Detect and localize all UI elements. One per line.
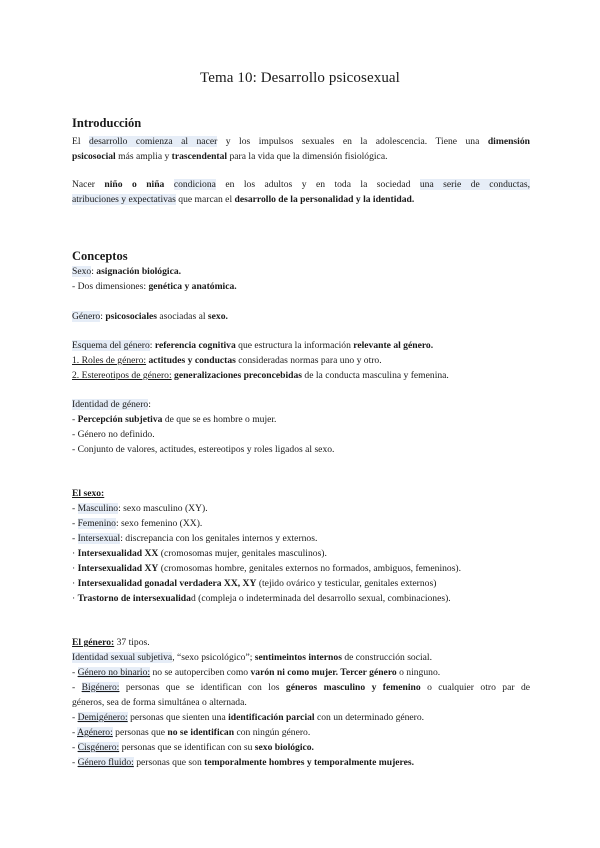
- bold-underlined-heading: El género:: [72, 637, 115, 648]
- text-run: -: [72, 712, 78, 723]
- text-run: d (compleja o indeterminada del desarrollo sexual, combinaciones).: [190, 593, 451, 604]
- text-run: con un determinado género.: [314, 712, 425, 723]
- text-run: (tejido ovárico y testicular, genitales externos): [256, 578, 437, 589]
- sexo-dimensions: [72, 279, 237, 294]
- highlighted-text: condiciona: [173, 179, 216, 190]
- underlined-term: Cisgénero:: [77, 742, 120, 753]
- bold-underlined-heading: El sexo:: [72, 488, 105, 499]
- underlined-text: 2. Estereotipos de género:: [72, 370, 172, 381]
- bold-text: sexo biológico.: [254, 742, 314, 753]
- bold-text: referencia cognitiva: [154, 340, 236, 351]
- text-run: 37 tipos.: [114, 637, 150, 648]
- text-run: no se autoperciben como: [150, 667, 251, 678]
- bold-text: trascendental: [171, 151, 228, 162]
- text-run: -: [72, 757, 78, 768]
- text-run: personas que se identifican con su: [119, 742, 255, 753]
- highlighted-text: Identidad de género: [72, 399, 149, 410]
- bold-text: Trastorno de intersexualida: [77, 593, 191, 604]
- text-run: -: [72, 503, 78, 514]
- identidad-item-3: - Conjunto de valores, actitudes, estereotipos y roles ligados al sexo.: [72, 444, 335, 455]
- highlighted-text: Masculino: [77, 503, 119, 514]
- roles-de-genero: [72, 353, 382, 368]
- highlighted-text: Género: [72, 311, 101, 322]
- text-run: de la conducta masculina y femenina.: [302, 370, 449, 381]
- text-run: ·: [72, 563, 78, 574]
- text-run: para la vida que la dimensión fisiológica.: [227, 151, 388, 162]
- intro-paragraph-2-line-2: [72, 192, 414, 207]
- text-run: más amplia y: [115, 151, 172, 162]
- text-run: : sexo femenino (XX).: [115, 518, 203, 529]
- text-run: que estructura la información: [235, 340, 354, 351]
- bold-text: no se identifican: [167, 727, 235, 738]
- text-run: personas que son: [133, 757, 205, 768]
- text-run: de que se es hombre o mujer.: [162, 414, 277, 425]
- highlighted-text: Sexo: [72, 266, 92, 277]
- demigenero: [72, 710, 424, 725]
- underlined-term: Bigénero:: [81, 682, 120, 693]
- text-run: personas que sienten una: [127, 712, 229, 723]
- intersexualidad-gonadal: [72, 576, 436, 591]
- intro-heading: Introducción: [72, 116, 142, 130]
- bigenero-line-2: géneros, sea de forma simultánea o alternada.: [72, 697, 247, 708]
- text-run: (cromosomas hombre, genitales externos no formados, ambiguos, femeninos).: [158, 563, 462, 574]
- text-run: en los adultos y en toda la sociedad: [215, 179, 420, 190]
- bold-text: dimensión: [487, 136, 530, 147]
- el-sexo-heading: [72, 486, 104, 501]
- bold-text: temporalmente hombres y temporalmente mujeres.: [204, 757, 415, 768]
- highlighted-text: Esquema del género: [72, 340, 150, 351]
- bold-text: sexo.: [207, 311, 228, 322]
- text-run: y los impulsos sexuales en la adolescencia. Tiene una: [217, 136, 488, 147]
- text-run: personas que se identifican con los: [119, 682, 286, 693]
- intro-paragraph-2-line-1: [72, 177, 530, 192]
- text-run: :: [148, 399, 151, 410]
- text-run: El: [72, 136, 90, 147]
- genero-fluido: [72, 755, 414, 770]
- bold-text: psicosociales: [105, 311, 158, 322]
- intersexualidad-xx: [72, 546, 327, 561]
- highlighted-text: Identidad sexual subjetiva: [72, 652, 173, 663]
- highlighted-text: desarrollo comienza al nacer: [89, 136, 218, 147]
- el-sexo-masculino: [72, 501, 208, 516]
- highlighted-text: Intersexual: [77, 533, 121, 544]
- bold-text: relevante al género.: [353, 340, 434, 351]
- text-run: consideradas normas para uno y otro.: [235, 355, 382, 366]
- bold-text: Intersexualidad XY: [77, 563, 159, 574]
- text-run: o ninguno.: [396, 667, 441, 678]
- text-run: ·: [72, 593, 78, 604]
- text-run: -: [72, 727, 78, 738]
- text-run: -: [72, 682, 82, 693]
- el-genero-heading: [72, 635, 150, 650]
- identidad-sexual-subjetiva: [72, 650, 432, 665]
- agenero: [72, 725, 310, 740]
- text-run: (cromosomas mujer, genitales masculinos).: [158, 548, 327, 559]
- text-run: -: [72, 518, 78, 529]
- trastorno-intersexualidad: [72, 591, 451, 606]
- text-run: que marcan el: [175, 194, 235, 205]
- identidad-heading: [72, 397, 151, 412]
- underlined-term: Agénero:: [77, 727, 113, 738]
- bold-text: actitudes y conductas: [146, 355, 236, 366]
- text-run: -: [72, 533, 78, 544]
- text-run: de construcción social.: [341, 652, 432, 663]
- identidad-item-1: [72, 412, 276, 427]
- bigenero-line-1: [72, 680, 530, 695]
- bold-text: sentimeintos internos: [254, 652, 342, 663]
- underlined-term: Género fluido:: [77, 757, 134, 768]
- text-run: asociadas al: [157, 311, 208, 322]
- el-sexo-femenino: [72, 516, 202, 531]
- text-run: :: [100, 311, 106, 322]
- highlighted-text: atribuciones y expectativas: [72, 194, 176, 205]
- el-sexo-intersexual: [72, 531, 317, 546]
- document-title: Tema 10: Desarrollo psicosexual: [200, 70, 400, 86]
- bold-text: Intersexualidad XX: [77, 548, 159, 559]
- bold-text: genética y anatómica.: [148, 281, 237, 292]
- genero-definition: [72, 309, 228, 324]
- bold-text: Percepción subjetiva: [77, 414, 163, 425]
- underlined-term: Género no binario:: [77, 667, 151, 678]
- text-run: Nacer: [72, 179, 105, 190]
- text-run: ·: [72, 578, 78, 589]
- bold-text: varón ni como mujer. Tercer género: [250, 667, 397, 678]
- conceptos-heading: Conceptos: [72, 249, 128, 263]
- highlighted-text: una serie de conductas,: [419, 179, 530, 190]
- underlined-term: Demigénero:: [77, 712, 128, 723]
- sexo-definition: [72, 264, 181, 279]
- bold-text: desarrollo de la personalidad y la identidad.: [234, 194, 415, 205]
- bold-text: psicosocial: [72, 151, 116, 162]
- text-run: ·: [72, 548, 78, 559]
- cisgenero: [72, 740, 314, 755]
- intro-paragraph-1-line-2: [72, 149, 387, 164]
- text-run: -: [72, 742, 78, 753]
- text-run: :: [149, 340, 155, 351]
- text-run: : sexo masculino (XY).: [118, 503, 208, 514]
- esquema-definition: [72, 338, 433, 353]
- text-run: - Dos dimensiones:: [72, 281, 149, 292]
- text-run: -: [72, 414, 78, 425]
- estereotipos-de-genero: [72, 368, 449, 383]
- text-run: , “sexo psicológico”;: [172, 652, 255, 663]
- identidad-item-2: - Género no definido.: [72, 429, 155, 440]
- text-run: personas que: [112, 727, 168, 738]
- bold-text: géneros masculino y femenino: [285, 682, 421, 693]
- text-run: : discrepancia con los genitales internos y externos.: [120, 533, 318, 544]
- text-run: o cualquier otro par de: [420, 682, 531, 693]
- genero-no-binario: [72, 665, 440, 680]
- intersexualidad-xy: [72, 561, 461, 576]
- intro-paragraph-1-line-1: [72, 134, 530, 149]
- bold-text: niño o niña: [104, 179, 165, 190]
- text-run: :: [91, 266, 97, 277]
- bold-text: identificación parcial: [228, 712, 315, 723]
- highlighted-text: Femenino: [77, 518, 116, 529]
- bold-text: generalizaciones preconcebidas: [171, 370, 303, 381]
- bold-text: Intersexualidad gonadal verdadera XX, XY: [77, 578, 257, 589]
- text-run: -: [72, 667, 78, 678]
- text-run: [164, 179, 173, 190]
- text-run: con ningún género.: [234, 727, 311, 738]
- bold-text: asignación biológica.: [96, 266, 182, 277]
- underlined-text: 1. Roles de género:: [72, 355, 147, 366]
